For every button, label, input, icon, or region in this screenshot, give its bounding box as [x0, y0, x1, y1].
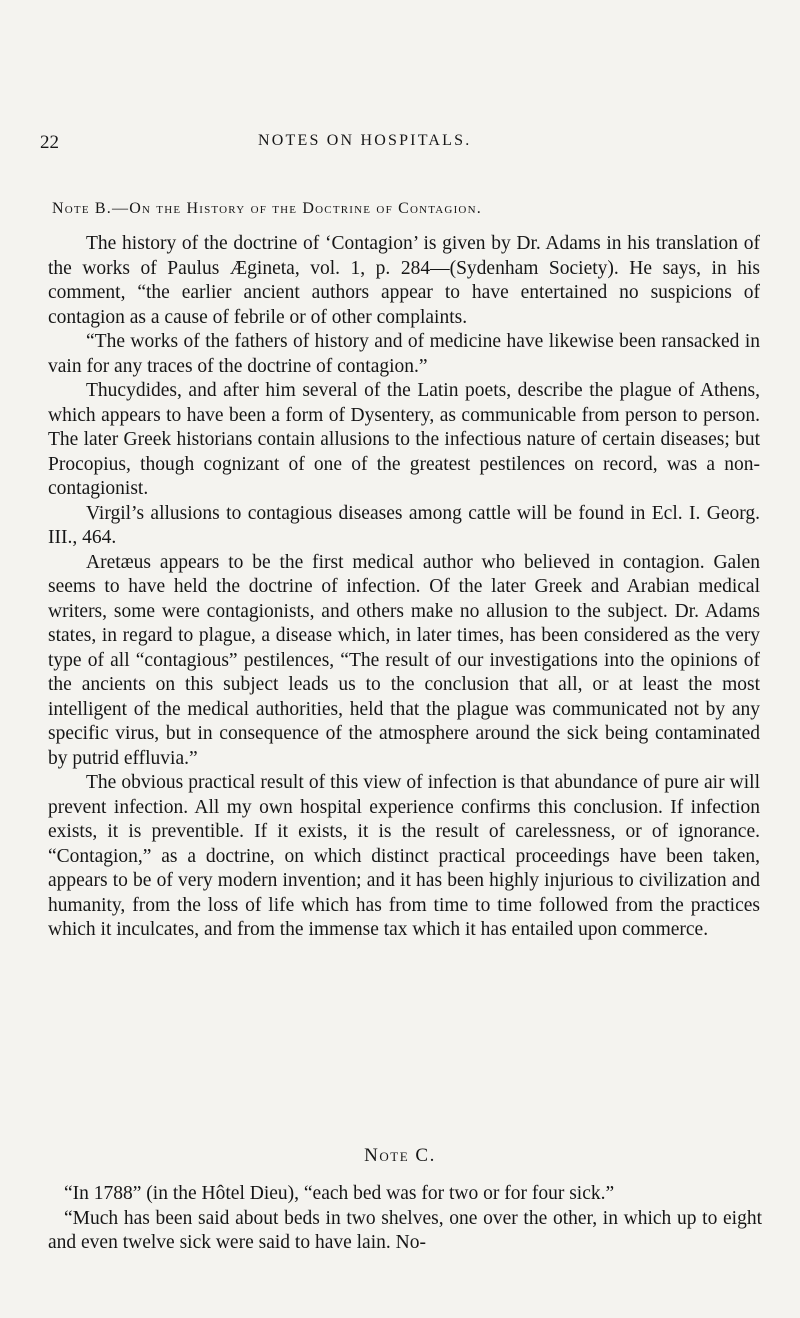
paragraph: “Much has been said about beds in two shelves, one over the other, in which up to eight and even twelve sick were said to have lain. No-: [48, 1207, 762, 1253]
note-b-heading: Note B.—On the History of the Doctrine of Contagion.: [52, 200, 482, 217]
page-number: 22: [40, 132, 59, 153]
running-title: NOTES ON HOSPITALS.: [258, 132, 472, 149]
running-header: [40, 132, 760, 160]
paragraph: “In 1788” (in the Hôtel Dieu), “each bed was for two or for four sick.”: [64, 1183, 615, 1204]
note-b-body: [48, 232, 760, 943]
paragraph: Aretæus appears to be the first medical author who believed in contagion. Galen seems to have held the doctrine of infection. Of the later Greek and Arabian medical writers, some were contagionists, and others make no allusion to the subject. Dr. Adams states, in regard to plague, a disease which, in later times, has been considered as the very type of all “contagious” pestilences, “The result of our investigations into the opinions of the ancients on this subject leads us to the conclusion that all, or at least the most intelligent of the medical authorities, held that the plague was communicated not by any specific virus, but in consequence of the atmosphere around the sick being contaminated by putrid effluvia.”: [48, 551, 760, 769]
paragraph: The obvious practical result of this view of infection is that abundance of pure air will prevent infection. All my own hospital experience confirms this conclusion. If infection exists, it is preventible. If it exists, it is the result of carelessness, or of ignorance. “Contagion,” as a doctrine, on which distinct practical proceedings have been taken, appears to be of very modern invention; and it has been highly injurious to civilization and humanity, from the loss of life which has from time to time followed from the practices which it inculcates, and from the immense tax which it has entailed upon commerce.: [48, 772, 760, 940]
paragraph: Thucydides, and after him several of the Latin poets, describe the plague of Athens, which appears to have been a form of Dysentery, as communicable from person to person. The later Greek historians contain allusions to the infectious nature of certain diseases; but Procopius, though cognizant of one of the greatest pestilences on record, was a non-contagionist.: [48, 380, 760, 499]
paragraph: The history of the doctrine of ‘Contagion’ is given by Dr. Adams in his translation of the works of Paulus Ægineta, vol. 1, p. 284—(Sydenham Society). He says, in his comment, “the earlier ancient authors appear to have entertained no suspicions of contagion as a cause of febrile or of other complaints.: [48, 233, 760, 328]
note-c-body: [48, 1182, 762, 1256]
note-c-heading: Note C.: [364, 1145, 436, 1166]
paragraph: “The works of the fathers of history and of medicine have likewise been ransacked in vain for any traces of the doctrine of contagion.”: [48, 331, 760, 377]
paragraph: Virgil’s allusions to contagious diseases among cattle will be found in Ecl. I. Georg. III., 464.: [48, 502, 760, 548]
